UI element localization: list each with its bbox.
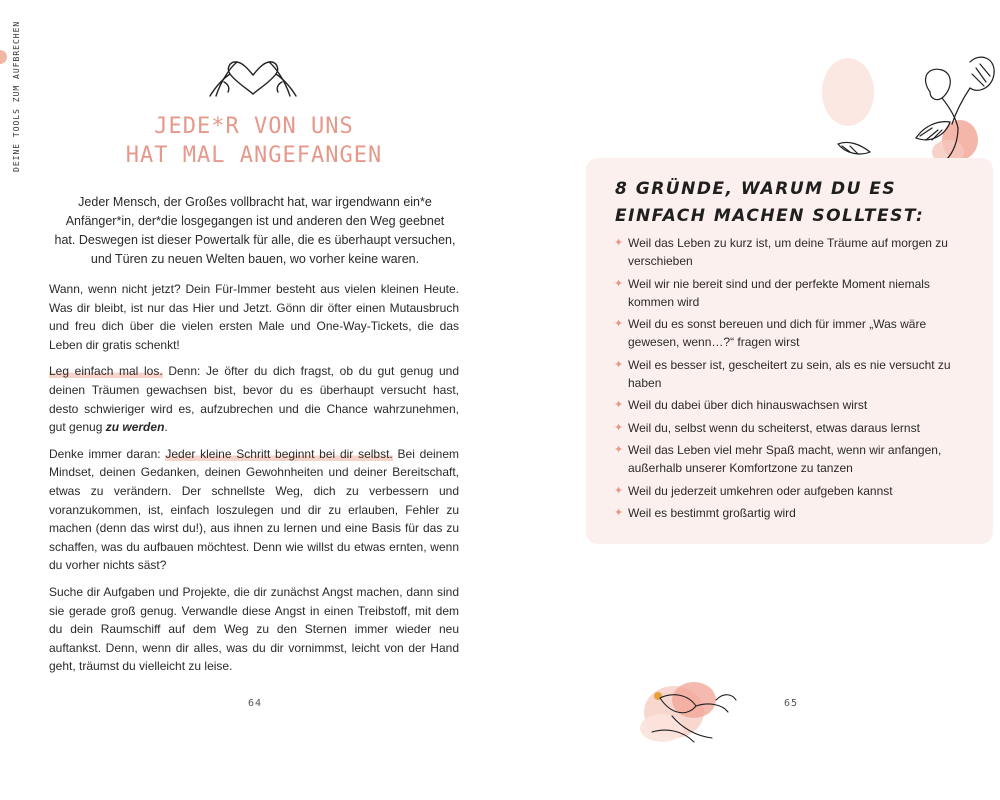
paragraph-text: . <box>164 420 168 435</box>
page-number: 64 <box>248 698 263 709</box>
sparkle-icon: ✦ <box>614 507 624 519</box>
list-item <box>614 482 974 500</box>
chapter-marker <box>0 50 7 64</box>
list-item-text: Weil du, selbst wenn du scheiterst, etwas daraus lernst <box>628 420 920 435</box>
title-line: JEDE*R VON UNS <box>154 114 354 139</box>
body-text <box>49 280 459 684</box>
paragraph <box>49 362 459 436</box>
sparkle-icon: ✦ <box>614 277 624 290</box>
highlighted-text: Jeder kleine Schritt beginnt bei dir selbst. <box>165 446 393 461</box>
list-item <box>614 275 974 311</box>
right-page <box>500 0 1000 800</box>
paragraph <box>49 445 459 575</box>
list-item <box>614 441 974 477</box>
paragraph-text: Denn: Je öfter du dich fragst, ob du gut genug und deinen Träumen gewachsen bist, bevor du es überhaupt versucht hast, desto schwieriger wird es, aufzubrechen und die Chance wahrzunehmen, gut genug <box>49 364 460 435</box>
paragraph-text: Denke immer daran: <box>49 446 166 461</box>
sparkle-icon: ✦ <box>614 444 624 456</box>
page-number: 65 <box>784 698 799 709</box>
sparkle-icon: ✦ <box>614 421 624 434</box>
list-item-text: Weil das Leben zu kurz ist, um deine Träume auf morgen zu verschieben <box>628 236 948 268</box>
reasons-box <box>586 158 993 544</box>
list-item-text: Weil du jederzeit umkehren oder aufgeben kannst <box>628 483 893 498</box>
list-item <box>614 356 974 392</box>
list-item-text: Weil es bestimmt großartig wird <box>628 506 796 520</box>
sparkle-icon: ✦ <box>614 237 624 249</box>
list-item-text: Weil es besser ist, gescheitert zu sein, als es nie versucht zu haben <box>628 357 951 390</box>
list-item-text: Weil wir nie bereit sind und der perfekte Moment niemals kommen wird <box>628 276 930 309</box>
paragraph-text: Bei deinem Mindset, deinen Gedanken, deinen Gewohnheiten und deiner Bereitschaft, etwas zu verändern. Der schnellste Weg, dich zu verbessern und voranzukommen, ist, einfach loszulegen und dir zu erlauben, Fehler zu machen (denn das wirst du!), aus ihnen zu lernen und eine Basis für das zu schaffen, was du aufbauen möchtest. Denn wie willst du etwas ernten, wenn du vorher nichts säst? <box>49 446 460 573</box>
list-item <box>614 396 974 414</box>
sparkle-icon: ✦ <box>614 484 624 497</box>
list-item <box>614 315 974 351</box>
flower-illustration <box>632 672 742 752</box>
list-item <box>614 234 974 270</box>
emphasis-text: zu werden <box>105 420 165 435</box>
chapter-side-label: DEINE TOOLS ZUM AUFBRECHEN <box>12 20 21 172</box>
list-item <box>614 504 974 522</box>
highlighted-text: Leg einfach mal los. <box>49 364 163 379</box>
intro-paragraph: Jeder Mensch, der Großes vollbracht hat, war irgendwann ein*e Anfänger*in, der*die losgegangen ist und anderen den Weg geebnet hat. Deswegen ist dieser Powertalk für alle, die es überhaupt versuchen, und Türen zu neuen Welten bauen, wo vorher keine waren. <box>54 195 456 266</box>
box-title: 8 GRÜNDE, WARUM DU ES EINFACH MACHEN SOLLTEST: <box>615 179 925 226</box>
sparkle-icon: ✦ <box>614 358 624 371</box>
sparkle-icon: ✦ <box>614 318 624 330</box>
list-item-text: Weil du es sonst bereuen und dich für immer „Was wäre gewesen, wenn…?“ fragen wirst <box>628 317 927 349</box>
paragraph: Wann, wenn nicht jetzt? Dein Für-Immer besteht aus vielen kleinen Heute. Was dir bleibt, ist nur das Hier und Jetzt. Gönn dir öfter einen Mutausbruch und freu dich über die vielen ersten Male und One-Way-Tickets, die das Leben dir gratis schenkt! <box>49 282 459 352</box>
reasons-list <box>614 234 974 527</box>
list-item-text: Weil das Leben viel mehr Spaß macht, wenn wir anfangen, außerhalb unserer Komfortzone zu tanzen <box>628 443 942 475</box>
flower-illustration <box>820 48 1000 168</box>
heart-hands-illustration <box>206 52 300 102</box>
paragraph: Suche dir Aufgaben und Projekte, die dir zunächst Angst machen, dann sind sie gerade groß genug. Verwandle diese Angst in einen Treibstoff, mit dem du dein Raumschiff auf dem Weg zu den Sternen immer wieder neu auftankst. Denn, wenn dir alles, was du dir vornimmst, leicht von der Hand geht, träumst du vielleicht zu leise. <box>49 584 459 674</box>
page-title <box>96 112 412 170</box>
title-line: HAT MAL ANGEFANGEN <box>125 143 383 168</box>
list-item-text: Weil du dabei über dich hinauswachsen wirst <box>628 398 868 412</box>
list-item <box>614 419 974 437</box>
sparkle-icon: ✦ <box>614 399 624 411</box>
